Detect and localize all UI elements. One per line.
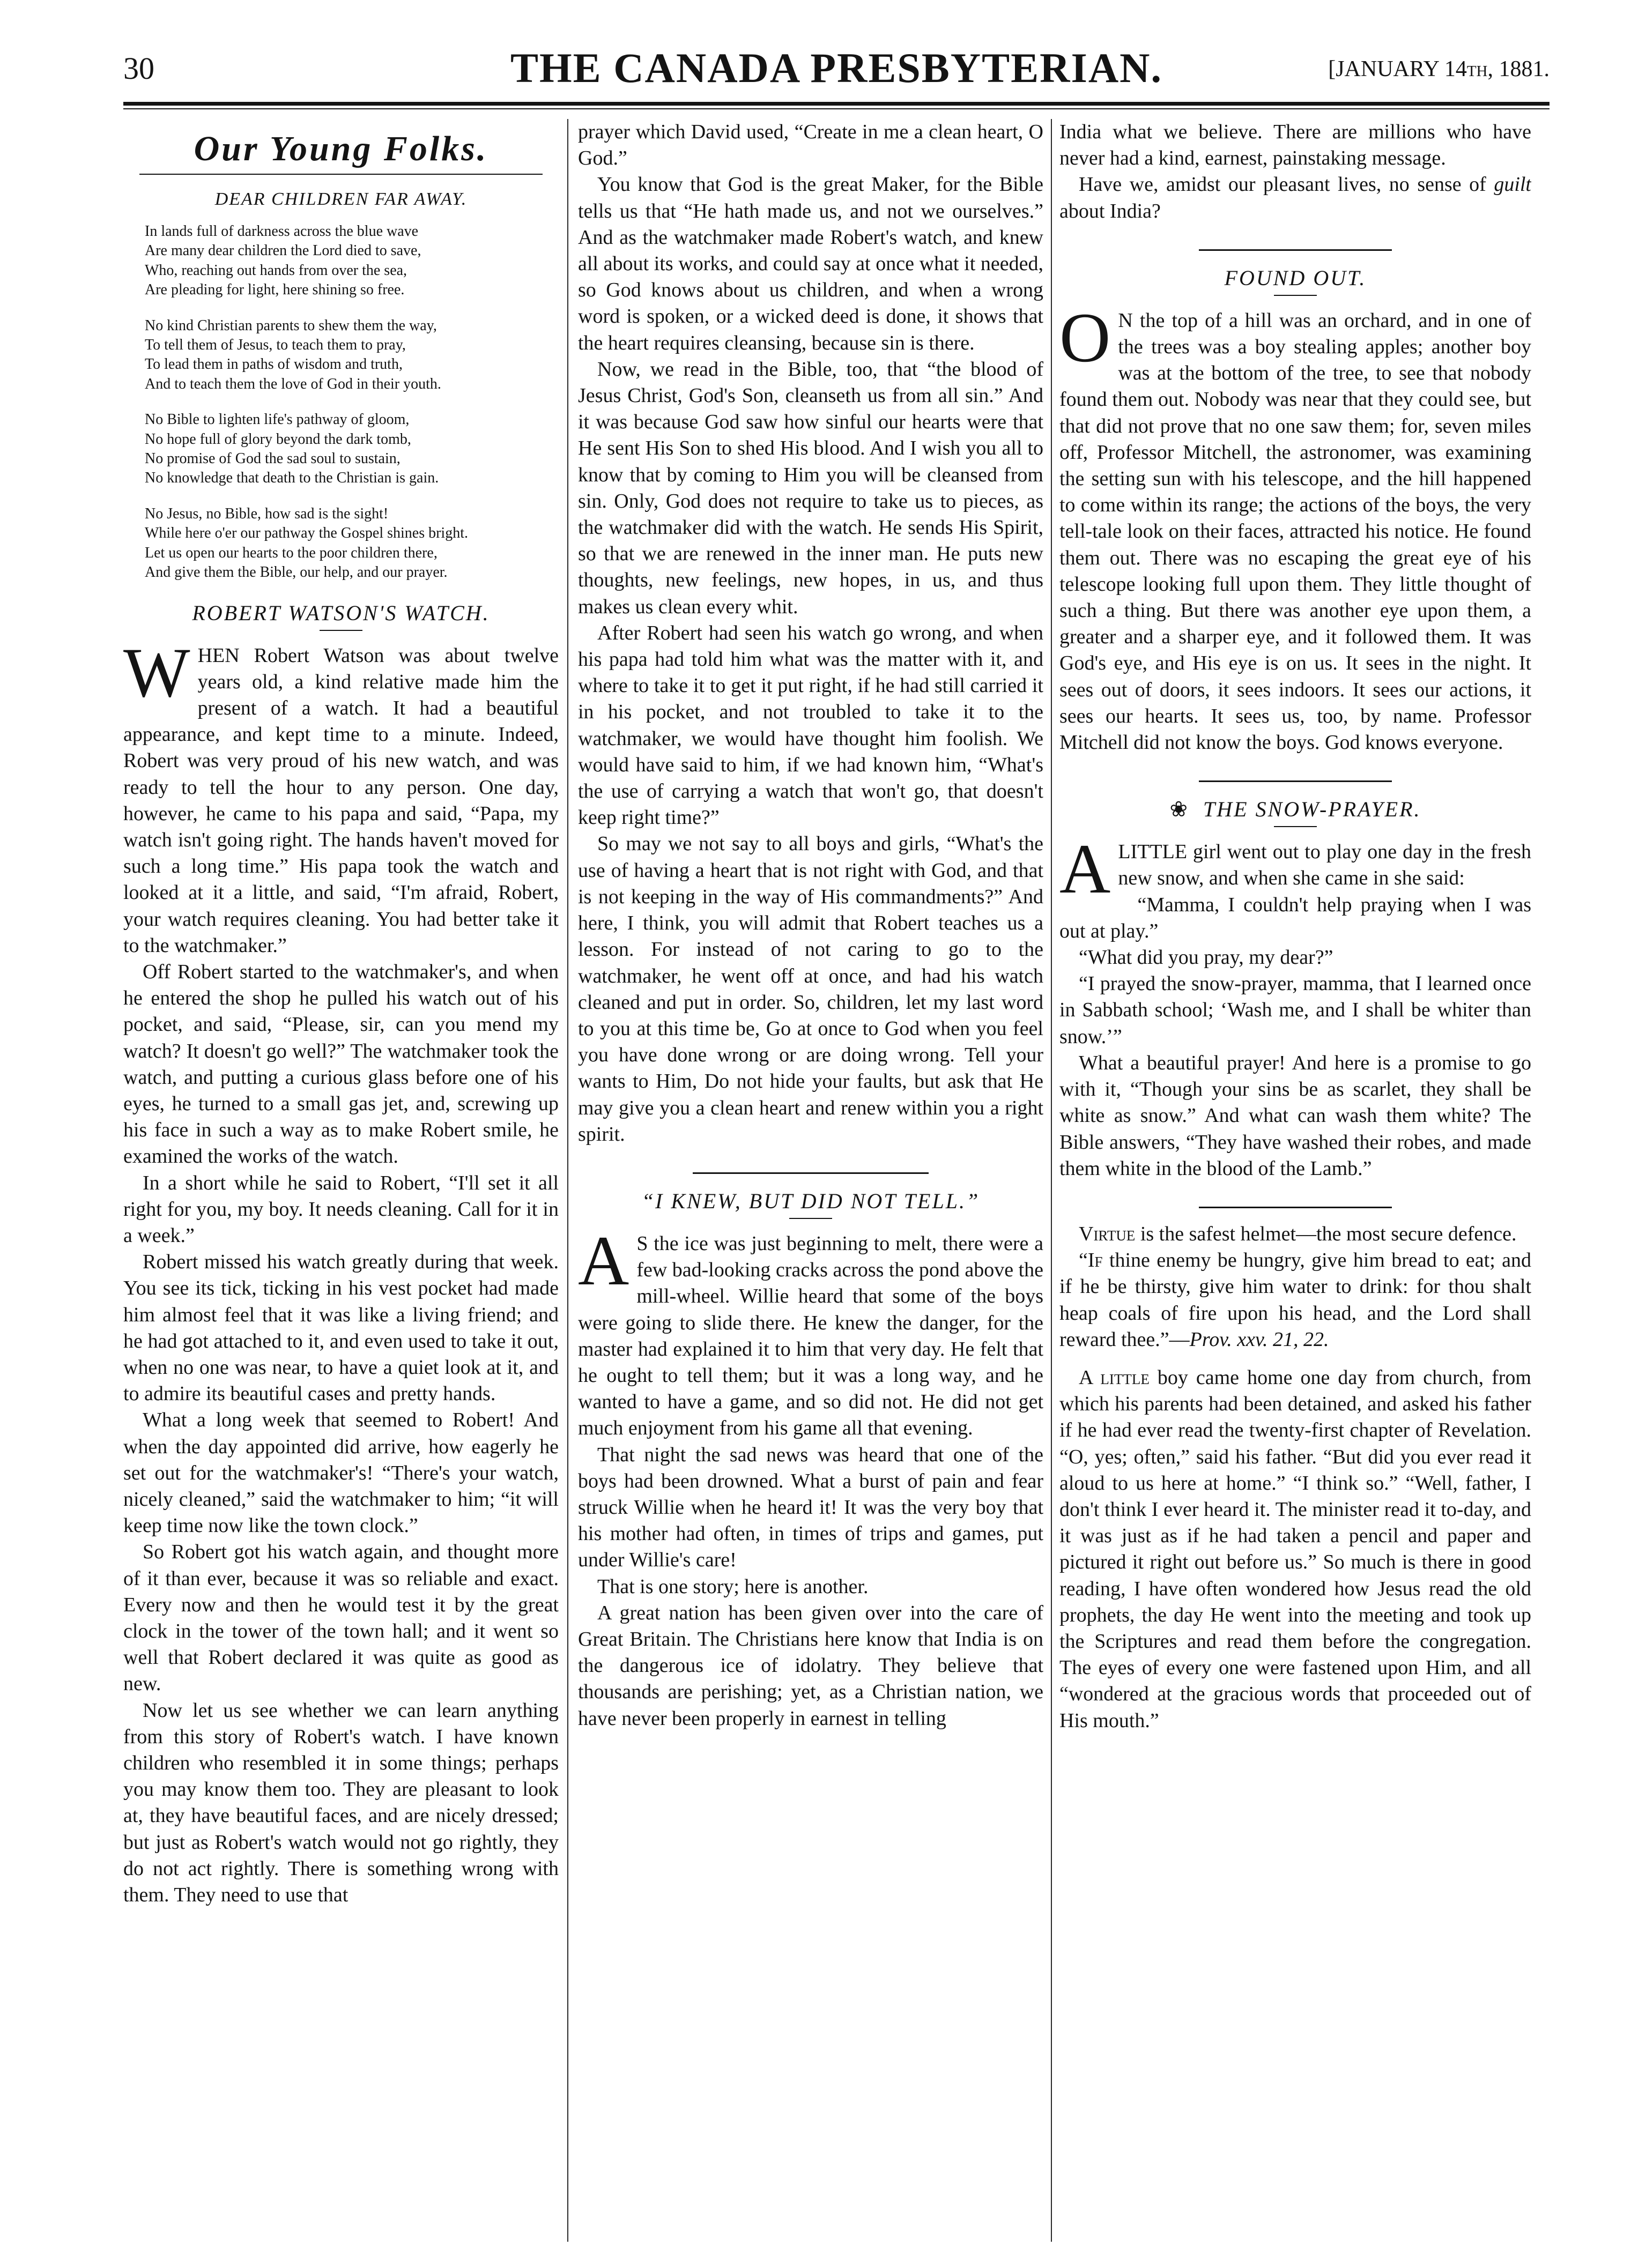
- poem-line: No hope full of glory beyond the dark tomb,: [145, 430, 411, 448]
- drop-cap: O: [1059, 298, 1111, 377]
- section-rule: [1199, 1207, 1392, 1208]
- article-paragraph: Now let us see whether we can learn anything from this story of Robert's watch. I have known children who resembled it in some things; perhaps you may know them too. They are pleasant to look at, they have beautiful faces, and are nicely dressed; but just as Robert's watch would not go rightly, they do not act rightly. There is something wrong with them. They need to use that: [123, 1699, 559, 1907]
- article-title: “I KNEW, BUT DID NOT TELL.”: [641, 1188, 980, 1213]
- page-number: 30: [123, 51, 154, 86]
- paragraph-text: Have we, amidst our pleasant lives, no sense of: [1079, 173, 1494, 196]
- title-rule: [789, 1218, 832, 1219]
- paragraph-text: thine enemy be hungry, give him bread to eat; and if he be thirsty, give him water to drink: for thou shalt heap coals of fire upon his head, and the Lord shall reward thee.”—: [1059, 1249, 1531, 1351]
- poem-line: And give them the Bible, our help, and our prayer.: [145, 564, 448, 581]
- article-paragraph: So may we not say to all boys and girls, “What's the use of having a heart that is not right with God, and that is not keeping in the way of His commandments?” And here, I think, you will admit that Robert teaches us a lesson. For instead of not caring to go to the watchmaker, he went off at once, and had his watch cleaned and put in order. So, children, let my last word to you at this time be, Go at once to God when you feel you have done wrong or are doing wrong. Tell your wants to Him, Do not hide your faults, but ask that He may give you a clean heart and renew within you a right spirit.: [578, 832, 1043, 1146]
- masthead-rule-thin: [123, 108, 1550, 109]
- article-paragraph: [1059, 1365, 1531, 1734]
- article-paragraph: [123, 633, 559, 959]
- column-3: [1059, 119, 1531, 2242]
- article-paragraph: [1059, 172, 1531, 224]
- poem-title: DEAR CHILDREN FAR AWAY.: [214, 189, 468, 209]
- article-paragraph: [1059, 1221, 1531, 1247]
- column-divider: [1051, 119, 1052, 2242]
- article-paragraph: “Mamma, I couldn't help praying when I was out at play.”: [1059, 893, 1531, 942]
- article-paragraph: Now, we read in the Bible, too, that “the blood of Jesus Christ, God's Son, cleanseth us from all sin.” And it was because God saw how sinful our hearts were that He sent His Son to shed His blood. And I wish you all to know that by coming to Him you will be cleansed from sin. Only, God does not require to take us to pieces, as the watchmaker did with the watch. He sends His Spirit, so that we are renewed in the inner man. He puts new thoughts, new feelings, new hopes, in us, and thus makes us clean every whit.: [578, 358, 1043, 618]
- poem-line: While here o'er our pathway the Gospel shines bright.: [145, 525, 468, 542]
- article-paragraph: So Robert got his watch again, and thought more of it than ever, because it was so reliable and exact. Every now and then he would test it by the great clock in the tower of the town hall; and it went so well that Robert declared it was quite as good as new.: [123, 1541, 559, 1696]
- column-1: [123, 119, 559, 2242]
- section-rule: [1199, 249, 1392, 251]
- drop-cap: W: [123, 633, 190, 712]
- article-paragraph: After Robert had seen his watch go wrong, and when his papa had told him what was the matter with it, and where to take it to get it put right, if he had still carried it in his pocket, and not troubled to take it to the watchmaker, we would have thought him foolish. We would have said to him, if we had known him, “What's the use of carrying a watch that won't go, that doesn't keep right time?”: [578, 621, 1043, 829]
- poem-stanza: [145, 504, 559, 583]
- article-title: FOUND OUT.: [1224, 265, 1367, 290]
- flower-ornament-icon: ❀: [1169, 797, 1189, 822]
- issue-date: [JANUARY 14th, 1881.: [1328, 57, 1550, 81]
- article-paragraph: India what we believe. There are millions who have never had a kind, earnest, painstaking message.: [1059, 121, 1531, 170]
- paragraph-text: is the safest helmet—the most secure defence.: [1135, 1222, 1517, 1245]
- poem-line: No knowledge that death to the Christian is gain.: [145, 470, 439, 487]
- article-paragraph: What a beautiful prayer! And here is a promise to go with it, “Though your sins be as scarlet, they shall be white as snow.” And what can wash them white? The Bible answers, “They have washed their robes, and made them white in the blood of the Lamb.”: [1059, 1051, 1531, 1180]
- column-divider: [567, 119, 568, 2242]
- article-paragraph: That is one story; here is another.: [597, 1575, 869, 1598]
- article-paragraph: That night the sad news was heard that one of the boys had been drowned. What a burst of pain and fear struck Willie when he heard it! It was the very boy that his mother had often, in times of trips and games, put under Willie's care!: [578, 1443, 1043, 1572]
- poem-line: And to teach them the love of God in their youth.: [145, 375, 441, 392]
- poem-line: To tell them of Jesus, to teach them to pray,: [145, 337, 406, 354]
- article-paragraph: Robert missed his watch greatly during that week. You see its tick, ticking in his vest pocket had made him almost feel that it was like a living friend; and he had got attached to it, and even used to take it out, when no one was near, to have a quiet look at it, and to admire its beautiful cases and pretty hands.: [123, 1251, 559, 1406]
- poem-stanza: [145, 222, 559, 300]
- article-title-text: THE SNOW-PRAYER.: [1203, 797, 1421, 822]
- paragraph-lead: A little: [1079, 1366, 1150, 1389]
- paragraph-lead: “If: [1079, 1249, 1103, 1272]
- section-rule: [693, 1172, 929, 1174]
- poem-line: Who, reaching out hands from over the sea,: [145, 262, 407, 279]
- poem-stanza: [145, 316, 559, 395]
- article-paragraph: [1059, 829, 1531, 909]
- paragraph-text: N the top of a hill was an orchard, and in one of the trees was a boy stealing apples; another boy was at the bottom of the tree, to see that nobody found them out. Nobody was near that they could see, but that did not prove that no one saw them; for, seven miles off, Professor Mitchell, the astronomer, was examining the setting sun with his telescope, and the hill happened to come within its range; the actions of the boys, the very tell-tale look on their faces, attracted his notice. He found them out. There was no escaping the great eye of his telescope looking full upon them. They little thought of such a thing. But there was another eye upon them, a greater and a sharper eye, and it followed them. It was God's eye, and His eye is on us. It sees in the night. It sees out of doors, it sees indoors. It sees our actions, it sees our hearts. It sees us, too, by name. Professor Mitchell did not know the boys. God knows everyone.: [1059, 309, 1531, 754]
- poem-line: No Jesus, no Bible, how sad is the sight!: [145, 505, 389, 522]
- poem-line: Are pleading for light, here shining so free.: [145, 281, 405, 299]
- article-paragraph: [1059, 298, 1531, 756]
- poem-line: No promise of God the sad soul to sustain,: [145, 450, 401, 467]
- paragraph-text: about India?: [1059, 199, 1161, 222]
- article-paragraph: In a short while he said to Robert, “I'll set it all right for you, my boy. It needs cleaning. Call for it in a week.”: [123, 1171, 559, 1247]
- article-paragraph: prayer which David used, “Create in me a clean heart, O God.”: [578, 121, 1043, 170]
- poem-line: No Bible to lighten life's pathway of gloom,: [145, 411, 410, 428]
- article-paragraph: “What did you pray, my dear?”: [1079, 946, 1333, 969]
- article-paragraph: You know that God is the great Maker, for the Bible tells us that “He hath made us, and not we ourselves.” And as the watchmaker made Robert's watch, and knew all about its works, and could say at once what it needed, so God knows about us children, and when a wrong word is spoken, or a wicked deed is done, it shows that the heart requires cleansing, because sin is there.: [578, 173, 1043, 354]
- poem-line: To lead them in paths of wisdom and truth,: [145, 356, 403, 373]
- article-title: ROBERT WATSON'S WATCH.: [192, 600, 490, 625]
- masthead: [123, 44, 1550, 101]
- section-rule: [1199, 780, 1392, 782]
- paragraph-lead: Virtue: [1079, 1222, 1136, 1245]
- emphasis-text: guilt: [1494, 173, 1531, 196]
- poem: [145, 222, 559, 583]
- article-paragraph: Off Robert started to the watchmaker's, and when he entered the shop he pulled his watch out of his pocket, and said, “Please, sir, can you mend my watch? It doesn't go well?” The watchmaker took the watch, and putting a curious glass before one of his eyes, he turned to a small gas jet, and, screwing up his face in such a way as to make Robert smile, he examined the works of the watch.: [123, 960, 559, 1168]
- title-rule: [1274, 826, 1317, 827]
- article-paragraph: What a long week that seemed to Robert! And when the day appointed did arrive, how eagerly he set out for the watchmaker's! “There's your watch, nicely cleaned,” said the watchmaker to him; “it will keep time now like the town clock.”: [123, 1409, 559, 1537]
- poem-line: In lands full of darkness across the blue wave: [145, 223, 419, 240]
- article-paragraph: A great nation has been given over into the care of Great Britain. The Christians here know that India is on the dangerous ice of idolatry. They believe that thousands are perishing; yet, as a Christian nation, we have never been properly in earnest in telling: [578, 1601, 1043, 1730]
- paragraph-text: HEN Robert Watson was about twelve years old, a kind relative made him the present of a watch. It had a beautiful appearance, and kept time to a minute. Indeed, Robert was very proud of his new watch, and was ready to tell the hour to any person. One day, however, he came to his papa and said, “Papa, my watch isn't going right. The hands haven't moved for such a long time.” His papa took the watch and looked at it a little, and said, “I'm afraid, Robert, your watch requires cleaning. You had better take it to the watchmaker.”: [123, 644, 559, 957]
- section-heading: Our Young Folks.: [194, 129, 488, 168]
- drop-cap: A: [578, 1221, 629, 1300]
- section-heading-rule: [139, 174, 543, 175]
- newspaper-title: THE CANADA PRESBYTERIAN.: [510, 44, 1163, 91]
- paragraph-text: boy came home one day from church, from which his parents had been detained, and asked his father if he had ever read the twenty-first chapter of Revelation. “O, yes; often,” said his father. “But did you ever read it aloud to us here at home.” “I think so.” “Well, father, I don't think I ever heard it. The minister read it to-day, and it was just as if he had taken a pencil and paper and pictured it right out before us.” So much is there in good reading, I have often wondered how Jesus read the old prophets, the day He went into the meeting and took up the Scriptures and read them before the congregation. The eyes of every one were fastened upon Him, and all “wondered at the gracious words that proceeded out of His mouth.”: [1059, 1366, 1531, 1732]
- poem-stanza: [145, 410, 559, 488]
- masthead-rule: [123, 102, 1550, 106]
- poem-line: Let us open our hearts to the poor children there,: [145, 544, 438, 561]
- article-title: [1059, 795, 1531, 824]
- paragraph-text: LITTLE girl went out to play one day in the fresh new snow, and when she came in she said:: [1118, 841, 1531, 890]
- title-rule: [320, 630, 362, 631]
- article-paragraph: [1059, 1247, 1531, 1353]
- article-paragraph: “I prayed the snow-prayer, mamma, that I learned once in Sabbath school; ‘Wash me, and I shall be whiter than snow.’”: [1059, 972, 1531, 1048]
- column-2: [578, 119, 1043, 2242]
- drop-cap: A: [1059, 829, 1111, 909]
- scripture-reference: Prov. xxv. 21, 22.: [1189, 1328, 1329, 1351]
- poem-line: No kind Christian parents to shew them the way,: [145, 317, 437, 334]
- paragraph-text: S the ice was just beginning to melt, there were a few bad-looking cracks across the pond above the mill-wheel. Willie heard that some of the boys were going to slide there. He knew the danger, for the master had explained it to him that very day. He felt that he ought to tell them; but it was a long way, and he wanted to have a game, and so did not. He did not get much enjoyment from his game all that evening.: [578, 1232, 1043, 1440]
- poem-line: Are many dear children the Lord died to save,: [145, 242, 421, 259]
- article-paragraph: [578, 1221, 1043, 1442]
- title-rule: [1274, 295, 1317, 296]
